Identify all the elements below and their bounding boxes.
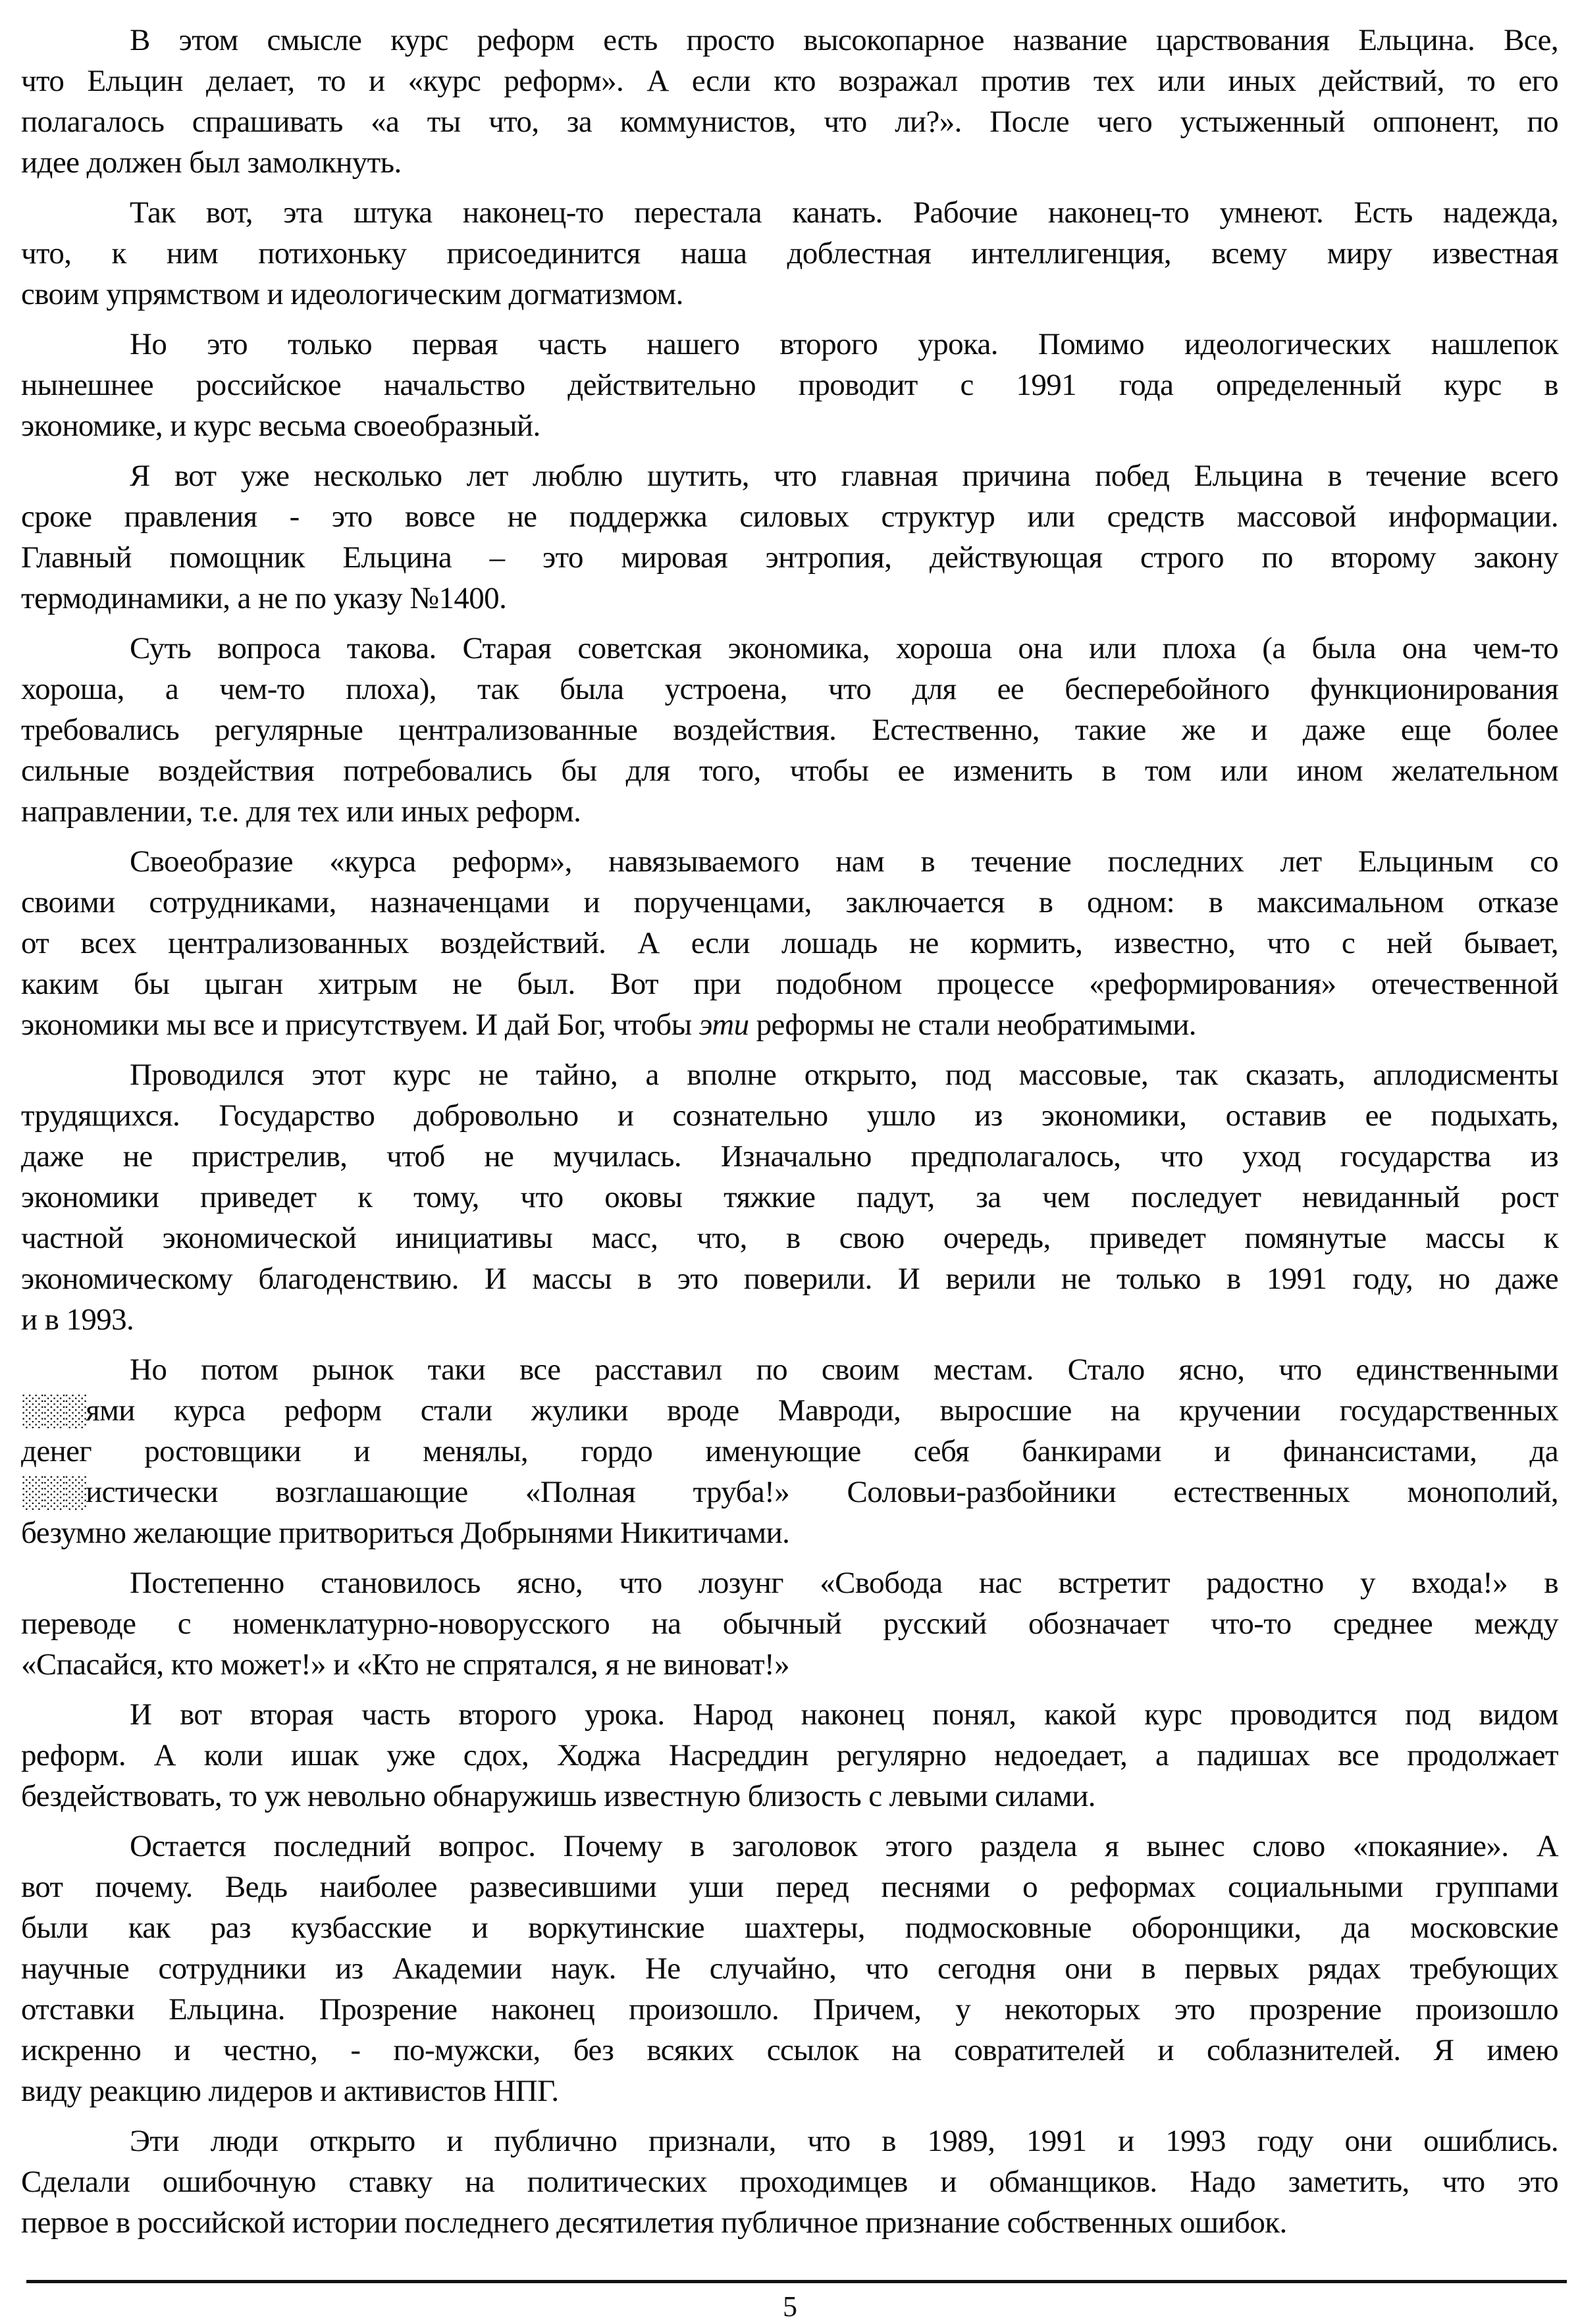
- text-line: Я вот уже несколько лет люблю шутить, что главная причина побед Ельцина в течение всего: [130, 459, 1558, 493]
- text-line: сильные воздействия потребовались бы для того, чтобы ее изменить в том или ином желательном: [21, 754, 1558, 788]
- text-line: вот почему. Ведь наиболее развесившими уши перед песнями о реформах социальными группами: [21, 1870, 1558, 1904]
- paragraph: [21, 1349, 1558, 1553]
- text-line: Суть вопроса такова. Старая советская экономика, хороша она или плоха (а была она чем-то: [130, 631, 1558, 665]
- text-line: нынешнее российское начальство действительно проводит с 1991 года определенный курс в: [21, 368, 1558, 402]
- text-line: Своеобразие «курса реформ», навязываемого нам в течение последних лет Ельциным со: [130, 844, 1558, 879]
- text-line: экономике, и курс весьма своеобразный.: [21, 409, 540, 443]
- text-line: экономическому благоденствию. И массы в это поверили. И верили не только в 1991 году, но даже: [21, 1262, 1558, 1296]
- text-line: от всех централизованных воздействий. А если лошадь не кормить, известно, что с ней бывает,: [21, 926, 1558, 960]
- italic-emphasis: эти: [698, 1008, 749, 1042]
- text-line: своим упрямством и идеологическим догматизмом.: [21, 277, 683, 311]
- text-segment: экономики мы все и присутствуем. И дай Бог, чтобы: [21, 1008, 699, 1042]
- text-line: Но это только первая часть нашего второго урока. Помимо идеологических нашлепок: [130, 327, 1558, 361]
- text-line: Постепенно становилось ясно, что лозунг «Свобода нас встретит радостно у входа!» в: [130, 1566, 1558, 1600]
- text-line: виду реакцию лидеров и активистов НПГ.: [21, 2074, 559, 2108]
- text-line: что Ельцин делает, то и «курс реформ». А если кто возражал против тех или иных действий, то его: [21, 64, 1558, 98]
- text-line: направлении, т.е. для тех или иных реформ.: [21, 794, 581, 829]
- text-line: денег ростовщики и менялы, гордо именующие себя банкирами и финансистами, да: [21, 1434, 1558, 1468]
- text-line: безумно желающие притвориться Добрынями Никитичами.: [21, 1516, 790, 1550]
- paragraph: [21, 20, 1558, 183]
- text-line: требовались регулярные централизованные воздействия. Естественно, такие же и даже еще более: [21, 713, 1558, 747]
- document-body: [21, 0, 1558, 2243]
- text-segment: реформы не стали необратимыми.: [749, 1008, 1196, 1042]
- text-line: идее должен был замолкнуть.: [21, 145, 402, 180]
- paragraph: [21, 1054, 1558, 1340]
- text-line: первое в российской истории последнего десятилетия публичное признание собственных ошибок.: [21, 2206, 1287, 2240]
- paragraph: [21, 192, 1558, 315]
- text-line: каким бы цыган хитрым не был. Вот при подобном процессе «реформирования» отечественной: [21, 967, 1558, 1001]
- text-line: реформ. А коли ишак уже сдох, Ходжа Насреддин регулярно недоедает, а падишах все продолжает: [21, 1738, 1558, 1772]
- text-line: хороша, а чем-то плоха), так была устроена, что для ее бесперебойного функционирования: [21, 672, 1558, 706]
- text-line: термодинамики, а не по указу №1400.: [21, 581, 507, 615]
- paragraph: [21, 1826, 1558, 2111]
- paragraph: [21, 628, 1558, 832]
- text-line: Эти люди открыто и публично признали, что в 1989, 1991 и 1993 году они ошиблись.: [130, 2124, 1558, 2158]
- text-line: что, к ним потихоньку присоединится наша доблестная интеллигенция, всему миру известная: [21, 236, 1558, 271]
- text-line: сроке правления - это вовсе не поддержка силовых структур или средств массовой информации.: [21, 500, 1558, 534]
- text-line: бездействовать, то уж невольно обнаружишь известную близость с левыми силами.: [21, 1779, 1095, 1813]
- page-number: 5: [783, 2290, 797, 2323]
- text-line: отставки Ельцина. Прозрение наконец произошло. Причем, у некоторых это прозрение произошло: [21, 1992, 1558, 2027]
- text-line: были как раз кузбасские и воркутинские шахтеры, подмосковные оборонщики, да московские: [21, 1911, 1558, 1945]
- text-line: И вот вторая часть второго урока. Народ наконец понял, какой курс проводится под видом: [130, 1697, 1558, 1732]
- text-line: Главный помощник Ельцина – это мировая энтропия, действующая строго по второму закону: [21, 540, 1558, 575]
- text-line: экономики приведет к тому, что оковы тяжкие падут, за чем последует невиданный рост: [21, 1180, 1558, 1214]
- text-line: своими сотрудниками, назначенцами и порученцами, заключается в одном: в максимальном отказе: [21, 885, 1558, 919]
- text-line: полагалось спрашивать «а ты что, за коммунистов, что ли?». После чего устыженный оппонент, по: [21, 105, 1558, 139]
- text-line: Так вот, эта штука наконец-то перестала канать. Рабочие наконец-то умнеют. Есть надежда,: [130, 195, 1558, 230]
- text-line: В этом смысле курс реформ есть просто высокопарное название царствования Ельцина. Все,: [130, 23, 1558, 57]
- text-line: даже не пристрелив, чтоб не мучилась. Изначально предполагалось, что уход государства из: [21, 1139, 1558, 1174]
- text-line: научные сотрудники из Академии наук. Не случайно, что сегодня они в первых рядах требующих: [21, 1951, 1558, 1986]
- text-line: Сделали ошибочную ставку на политических проходимцев и обманщиков. Надо заметить, что это: [21, 2165, 1558, 2199]
- paragraph: [21, 841, 1558, 1045]
- footer-divider: [26, 2280, 1567, 2283]
- paragraph: [21, 2121, 1558, 2243]
- text-line: ░░░ями курса реформ стали жулики вроде Мавроди, выросшие на кручении государственных: [21, 1393, 1558, 1428]
- paragraph: [21, 1694, 1558, 1817]
- text-line: [21, 1004, 1558, 1045]
- paragraph: [21, 324, 1558, 446]
- text-line: Но потом рынок таки все расставил по своим местам. Стало ясно, что единственными: [130, 1353, 1558, 1387]
- paragraph: [21, 1562, 1558, 1685]
- text-line: «Спасайся, кто может!» и «Кто не спрятался, я не виноват!»: [21, 1647, 789, 1682]
- text-line: Остается последний вопрос. Почему в заголовок этого раздела я вынес слово «покаяние». А: [130, 1829, 1558, 1863]
- paragraph: [21, 455, 1558, 619]
- text-line: Проводился этот курс не тайно, а вполне открыто, под массовые, так сказать, аплодисменты: [130, 1058, 1558, 1092]
- text-line: переводе с номенклатурно-новорусского на обычный русский обозначает что-то среднее между: [21, 1607, 1558, 1641]
- text-line: ░░░истически возглашающие «Полная труба!» Соловьи-разбойники естественных монополий,: [21, 1475, 1558, 1509]
- text-line: частной экономической инициативы масс, что, в свою очередь, приведет помянутые массы к: [21, 1221, 1558, 1255]
- text-line: искренно и честно, - по-мужски, без всяких ссылок на совратителей и соблазнителей. Я имею: [21, 2033, 1558, 2067]
- text-line: трудящихся. Государство добровольно и сознательно ушло из экономики, оставив ее подыхать,: [21, 1098, 1558, 1133]
- text-line: и в 1993.: [21, 1303, 134, 1337]
